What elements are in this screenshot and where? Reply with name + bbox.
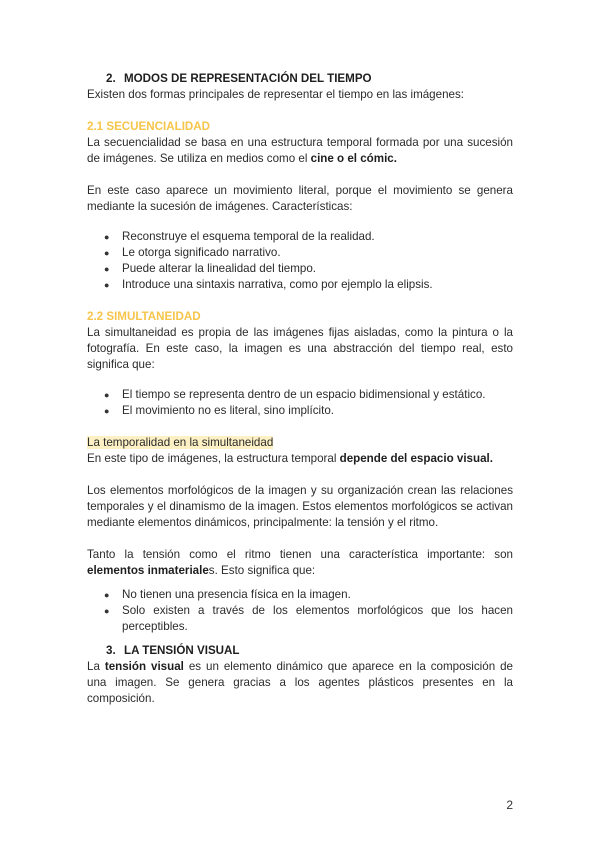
subsection-2-1-title: 2.1 SECUENCIALIDAD (87, 120, 211, 133)
paragraph-tension-ritmo (87, 547, 513, 579)
list-caracteristicas (87, 229, 513, 293)
bold-tension-visual: tensión visual (104, 660, 184, 673)
highlight-heading (87, 435, 513, 451)
section-2-number: 2. (106, 72, 116, 85)
document-page (87, 71, 513, 707)
paragraph-secuencialidad (87, 135, 513, 167)
paragraph-estructura-temporal (87, 451, 513, 467)
paragraph-text: La (87, 660, 105, 673)
paragraph-text: En este tipo de imágenes, la estructura temporal (87, 452, 340, 465)
list-item: ● Introduce una sintaxis narrativa, como por ejemplo la elipsis. (87, 277, 513, 293)
paragraph-movimiento-literal: En este caso aparece un movimiento literal, porque el movimiento se genera mediante la sucesión de imágenes. Características: (87, 184, 513, 213)
page-number: 2 (506, 798, 513, 812)
paragraph-elementos-morfologicos: Los elementos morfológicos de la imagen y su organización crean las relaciones temporales y el dinamismo de la imagen. Estos elementos morfológicos se activan mediante elementos dinámicos, principalmente: la tensión y el ritmo. (87, 484, 513, 529)
list-item: ● El movimiento no es literal, sino implícito. (87, 403, 513, 419)
section-3-heading (106, 643, 513, 659)
list-item: ● No tienen una presencia física en la imagen. (87, 587, 513, 603)
list-simultaneidad (87, 387, 513, 419)
paragraph-text: s. Esto significa que: (208, 564, 316, 577)
section-3-number: 3. (106, 644, 116, 657)
subsection-2-2-title: 2.2 SIMULTANEIDAD (87, 310, 201, 323)
paragraph-tension-visual (87, 659, 513, 707)
paragraph-text: es un elemento dinámico que aparece en la composición de una imagen. Se genera gracias a los agentes plásticos presentes en la composición. (87, 660, 513, 705)
list-item: ● Le otorga significado narrativo. (87, 245, 513, 261)
section-3-title: LA TENSIÓN VISUAL (124, 644, 240, 657)
list-item: ● Solo existen a través de los elementos morfológicos que los hacen perceptibles. (87, 603, 513, 635)
list-item: ● El tiempo se representa dentro de un espacio bidimensional y estático. (87, 387, 513, 403)
list-item: ● Reconstruye el esquema temporal de la realidad. (87, 229, 513, 245)
highlighted-text: La temporalidad en la simultaneidad (87, 436, 274, 449)
list-item: ● Puede alterar la linealidad del tiempo. (87, 261, 513, 277)
section-2-heading (106, 71, 513, 87)
bold-elementos-inmateriales: elementos inmateriale (87, 564, 209, 577)
paragraph-simultaneidad: La simultaneidad es propia de las imágenes fijas aisladas, como la pintura o la fotografía. En este caso, la imagen es una abstracción del tiempo real, esto significa que: (87, 326, 513, 371)
section-2-title: MODOS DE REPRESENTACIÓN DEL TIEMPO (124, 72, 372, 85)
paragraph-text: La secuencialidad se basa en una estructura temporal formada por una sucesión de imágenes. Se utiliza en medios como el (87, 136, 513, 165)
list-inmateriales (87, 587, 513, 635)
section-2-intro: Existen dos formas principales de representar el tiempo en las imágenes: (87, 88, 464, 101)
bold-cine-comic: cine o el cómic. (310, 152, 397, 165)
bold-espacio-visual: depende del espacio visual. (339, 452, 493, 465)
paragraph-text: Tanto la tensión como el ritmo tienen una característica importante: son (87, 548, 513, 561)
